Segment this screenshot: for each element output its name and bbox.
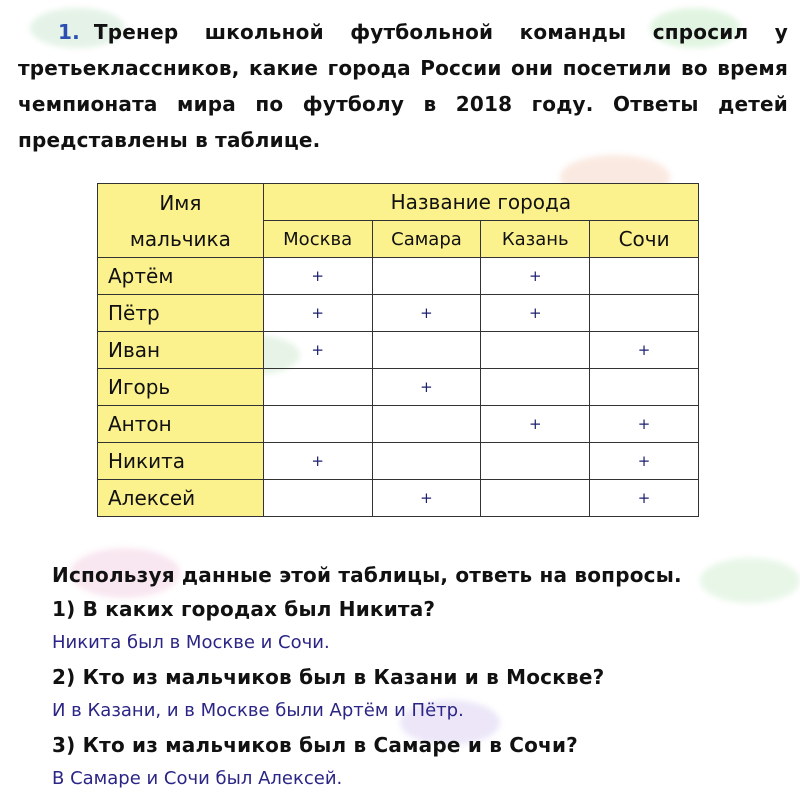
visit-mark: + — [481, 295, 590, 332]
visit-mark — [481, 443, 590, 480]
visit-mark — [372, 258, 481, 295]
visit-mark — [372, 406, 481, 443]
boy-name: Пётр — [98, 295, 264, 332]
boy-name: Алексей — [98, 480, 264, 517]
problem-text: Тренер школьной футбольной команды спросил у третьеклассников, какие города России они посетили во время чемпионата мира по футболу в 2018 году. Ответы детей представлены в таблице. — [18, 20, 788, 152]
visit-mark — [263, 369, 372, 406]
visit-mark — [590, 369, 699, 406]
boy-name: Артём — [98, 258, 264, 295]
answer-1: Никита был в Москве и Сочи. — [52, 632, 330, 653]
city-header-kazan: Казань — [481, 221, 590, 258]
visit-mark — [481, 369, 590, 406]
visit-mark: + — [481, 258, 590, 295]
table-row — [98, 406, 699, 443]
question-2: 2) Кто из мальчиков был в Казани и в Москве? — [52, 665, 605, 689]
visit-mark: + — [372, 480, 481, 517]
city-header-moscow: Москва — [263, 221, 372, 258]
boy-name: Иван — [98, 332, 264, 369]
table-row — [98, 443, 699, 480]
boy-name: Никита — [98, 443, 264, 480]
answer-2: И в Казани, и в Москве были Артём и Пётр. — [52, 700, 464, 721]
city-group-header: Название города — [263, 184, 698, 221]
table-header-row — [98, 184, 699, 221]
visit-mark: + — [263, 443, 372, 480]
name-header-line2: мальчика — [129, 226, 231, 251]
answer-3: В Самаре и Сочи был Алексей. — [52, 768, 343, 789]
visit-mark: + — [590, 443, 699, 480]
visit-mark — [372, 443, 481, 480]
name-header-line1: Имя — [159, 190, 202, 215]
visit-mark: + — [590, 406, 699, 443]
visit-mark — [481, 480, 590, 517]
table-row — [98, 332, 699, 369]
visit-mark — [590, 258, 699, 295]
visit-mark: + — [481, 406, 590, 443]
name-column-header — [98, 184, 264, 258]
visit-mark — [481, 332, 590, 369]
visit-mark — [590, 295, 699, 332]
city-header-sochi: Сочи — [590, 221, 699, 258]
problem-number: 1. — [58, 20, 80, 44]
question-3: 3) Кто из мальчиков был в Самаре и в Сочи? — [52, 733, 578, 757]
visit-mark: + — [263, 332, 372, 369]
visit-mark — [263, 406, 372, 443]
visit-mark: + — [372, 295, 481, 332]
problem-statement — [18, 14, 788, 158]
question-1: 1) В каких городах был Никита? — [52, 597, 436, 621]
visit-mark: + — [590, 332, 699, 369]
boy-name: Антон — [98, 406, 264, 443]
task-intro: Используя данные этой таблицы, ответь на вопросы. — [52, 563, 682, 587]
city-visits-table — [97, 183, 699, 517]
visit-mark — [263, 480, 372, 517]
boy-name: Игорь — [98, 369, 264, 406]
city-header-samara: Самара — [372, 221, 481, 258]
visit-mark: + — [263, 295, 372, 332]
visit-mark: + — [372, 369, 481, 406]
table-row — [98, 295, 699, 332]
table-row — [98, 369, 699, 406]
questions-section — [52, 558, 792, 796]
visit-mark: + — [263, 258, 372, 295]
table-row — [98, 480, 699, 517]
table-row — [98, 258, 699, 295]
visit-mark — [372, 332, 481, 369]
visit-mark: + — [590, 480, 699, 517]
